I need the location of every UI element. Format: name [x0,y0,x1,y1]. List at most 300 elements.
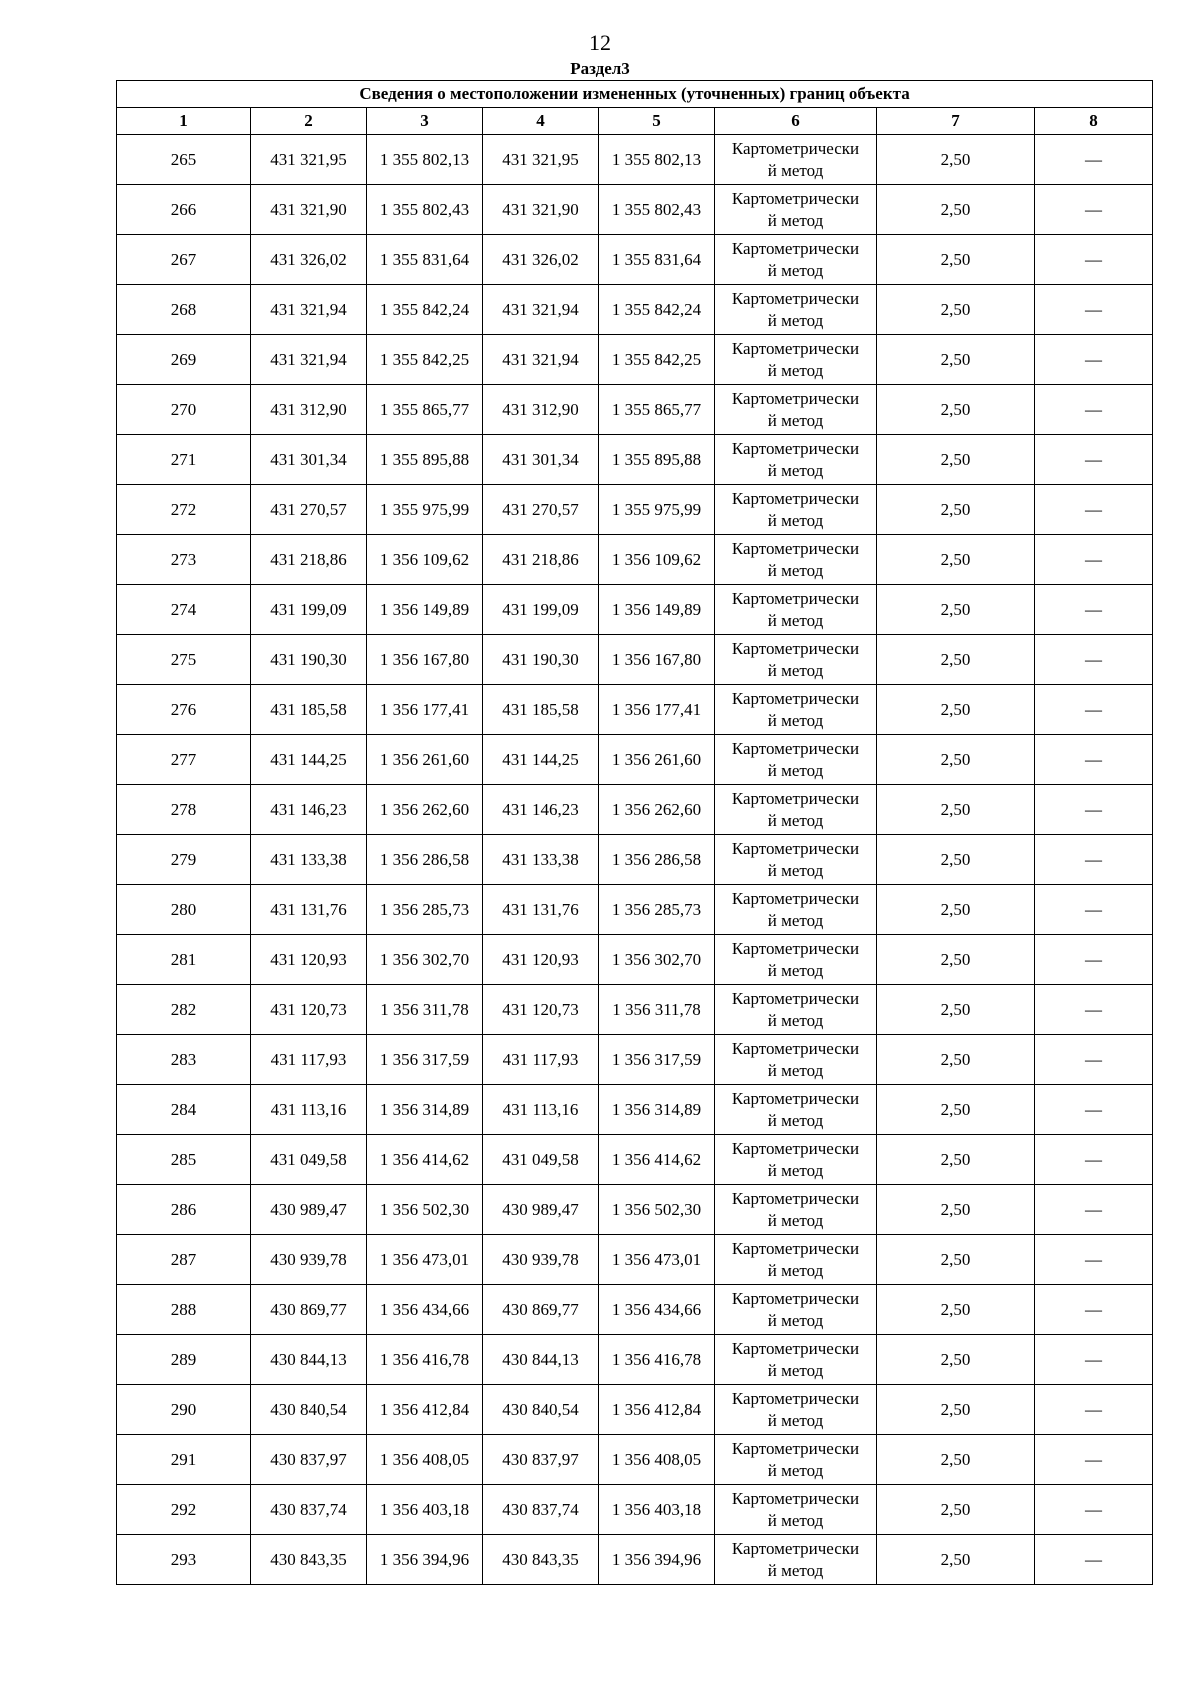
y-new-cell: 1 355 802,13 [599,135,715,185]
table-row [117,385,1153,435]
method-line-1: Картометрически [731,1088,860,1108]
x-existing-cell: 431 218,86 [251,535,367,585]
x-existing-cell: 431 301,34 [251,435,367,485]
method-line-2: й метод [767,810,824,830]
y-new-cell: 1 356 314,89 [599,1085,715,1135]
method-line-2: й метод [767,710,824,730]
table-header-row [117,108,1153,135]
table-row [117,685,1153,735]
table-row [117,435,1153,485]
method-cell [715,435,877,485]
table-row [117,1185,1153,1235]
point-number-cell: 271 [117,435,251,485]
method-cell [715,635,877,685]
x-new-cell: 430 844,13 [483,1335,599,1385]
accuracy-cell: 2,50 [877,385,1035,435]
y-new-cell: 1 355 975,99 [599,485,715,535]
x-new-cell: 431 190,30 [483,635,599,685]
x-new-cell: 431 120,73 [483,985,599,1035]
point-number-cell: 267 [117,235,251,285]
method-cell [715,585,877,635]
method-cell [715,1085,877,1135]
description-cell: — [1035,835,1153,885]
method-line-2: й метод [767,760,824,780]
table-row [117,735,1153,785]
point-number-cell: 273 [117,535,251,585]
description-cell: — [1035,1385,1153,1435]
point-number-cell: 274 [117,585,251,635]
y-new-cell: 1 355 895,88 [599,435,715,485]
x-new-cell: 430 837,97 [483,1435,599,1485]
point-number-cell: 279 [117,835,251,885]
method-cell [715,1335,877,1385]
method-line-2: й метод [767,1510,824,1530]
method-cell [715,1035,877,1085]
table-row [117,835,1153,885]
method-line-1: Картометрически [731,1538,860,1558]
column-header-7: 7 [877,108,1035,135]
point-number-cell: 270 [117,385,251,435]
y-new-cell: 1 356 412,84 [599,1385,715,1435]
description-cell: — [1035,935,1153,985]
accuracy-cell: 2,50 [877,835,1035,885]
method-line-1: Картометрически [731,1138,860,1158]
description-cell: — [1035,1335,1153,1385]
accuracy-cell: 2,50 [877,1035,1035,1085]
point-number-cell: 268 [117,285,251,335]
y-existing-cell: 1 356 311,78 [367,985,483,1035]
y-new-cell: 1 356 414,62 [599,1135,715,1185]
method-line-1: Картометрически [731,388,860,408]
y-new-cell: 1 356 167,80 [599,635,715,685]
method-line-1: Картометрически [731,688,860,708]
y-existing-cell: 1 355 802,13 [367,135,483,185]
table-row [117,1335,1153,1385]
table-row [117,1085,1153,1135]
description-cell: — [1035,985,1153,1035]
table-row [117,135,1153,185]
table-row [117,1135,1153,1185]
column-header-8: 8 [1035,108,1153,135]
y-existing-cell: 1 356 403,18 [367,1485,483,1535]
accuracy-cell: 2,50 [877,1535,1035,1585]
accuracy-cell: 2,50 [877,535,1035,585]
method-line-2: й метод [767,460,824,480]
method-line-1: Картометрически [731,288,860,308]
point-number-cell: 283 [117,1035,251,1085]
accuracy-cell: 2,50 [877,685,1035,735]
method-line-1: Картометрически [731,1338,860,1358]
y-existing-cell: 1 356 314,89 [367,1085,483,1135]
point-number-cell: 265 [117,135,251,185]
x-new-cell: 431 120,93 [483,935,599,985]
x-new-cell: 431 117,93 [483,1035,599,1085]
method-line-2: й метод [767,1560,824,1580]
accuracy-cell: 2,50 [877,985,1035,1035]
y-existing-cell: 1 356 149,89 [367,585,483,635]
x-existing-cell: 431 270,57 [251,485,367,535]
method-line-2: й метод [767,1360,824,1380]
table-row [117,885,1153,935]
x-existing-cell: 431 321,94 [251,335,367,385]
point-number-cell: 269 [117,335,251,385]
description-cell: — [1035,885,1153,935]
accuracy-cell: 2,50 [877,1285,1035,1335]
method-line-2: й метод [767,960,824,980]
method-line-2: й метод [767,1460,824,1480]
method-line-1: Картометрически [731,1388,860,1408]
x-existing-cell: 431 049,58 [251,1135,367,1185]
column-header-2: 2 [251,108,367,135]
x-existing-cell: 431 133,38 [251,835,367,885]
x-new-cell: 431 312,90 [483,385,599,435]
method-cell [715,685,877,735]
y-existing-cell: 1 356 416,78 [367,1335,483,1385]
point-number-cell: 280 [117,885,251,935]
description-cell: — [1035,485,1153,535]
y-existing-cell: 1 356 167,80 [367,635,483,685]
method-line-2: й метод [767,510,824,530]
y-new-cell: 1 356 109,62 [599,535,715,585]
y-existing-cell: 1 356 473,01 [367,1235,483,1285]
accuracy-cell: 2,50 [877,935,1035,985]
table-body [117,135,1153,1585]
method-cell [715,985,877,1035]
accuracy-cell: 2,50 [877,1135,1035,1185]
table-row [117,785,1153,835]
description-cell: — [1035,1085,1153,1135]
method-line-2: й метод [767,1010,824,1030]
y-new-cell: 1 356 408,05 [599,1435,715,1485]
x-existing-cell: 431 117,93 [251,1035,367,1085]
method-line-2: й метод [767,360,824,380]
y-new-cell: 1 356 502,30 [599,1185,715,1235]
method-cell [715,735,877,785]
method-cell [715,285,877,335]
column-header-4: 4 [483,108,599,135]
x-new-cell: 431 321,95 [483,135,599,185]
accuracy-cell: 2,50 [877,635,1035,685]
page-number: 12 [589,30,611,55]
point-number-cell: 286 [117,1185,251,1235]
x-existing-cell: 430 843,35 [251,1535,367,1585]
method-line-2: й метод [767,310,824,330]
x-new-cell: 431 321,90 [483,185,599,235]
description-cell: — [1035,1285,1153,1335]
method-cell [715,1385,877,1435]
method-line-2: й метод [767,610,824,630]
y-new-cell: 1 356 285,73 [599,885,715,935]
method-line-1: Картометрически [731,988,860,1008]
point-number-cell: 266 [117,185,251,235]
accuracy-cell: 2,50 [877,185,1035,235]
table-row [117,1435,1153,1485]
method-cell [715,835,877,885]
table-row [117,1235,1153,1285]
x-existing-cell: 431 131,76 [251,885,367,935]
y-existing-cell: 1 355 865,77 [367,385,483,435]
x-new-cell: 431 133,38 [483,835,599,885]
column-header-3: 3 [367,108,483,135]
table-row [117,1285,1153,1335]
method-line-2: й метод [767,210,824,230]
method-line-1: Картометрически [731,588,860,608]
description-cell: — [1035,385,1153,435]
y-new-cell: 1 356 434,66 [599,1285,715,1335]
point-number-cell: 281 [117,935,251,985]
method-cell [715,235,877,285]
point-number-cell: 278 [117,785,251,835]
column-header-6: 6 [715,108,877,135]
table-row [117,935,1153,985]
table-row [117,1385,1153,1435]
method-cell [715,785,877,835]
point-number-cell: 275 [117,635,251,685]
description-cell: — [1035,335,1153,385]
y-existing-cell: 1 355 802,43 [367,185,483,235]
table-row [117,985,1153,1035]
method-line-2: й метод [767,1210,824,1230]
column-header-1: 1 [117,108,251,135]
x-new-cell: 430 843,35 [483,1535,599,1585]
x-new-cell: 431 321,94 [483,285,599,335]
y-existing-cell: 1 355 975,99 [367,485,483,535]
y-new-cell: 1 356 473,01 [599,1235,715,1285]
method-line-1: Картометрически [731,188,860,208]
method-line-1: Картометрически [731,788,860,808]
method-cell [715,1235,877,1285]
y-existing-cell: 1 355 831,64 [367,235,483,285]
accuracy-cell: 2,50 [877,285,1035,335]
method-cell [715,1435,877,1485]
x-new-cell: 431 131,76 [483,885,599,935]
table-row [117,1535,1153,1585]
x-existing-cell: 430 844,13 [251,1335,367,1385]
table-caption: Сведения о местоположении измененных (уточненных) границ объекта [117,81,1153,108]
y-existing-cell: 1 356 262,60 [367,785,483,835]
y-existing-cell: 1 356 261,60 [367,735,483,785]
x-existing-cell: 431 321,95 [251,135,367,185]
x-existing-cell: 431 321,94 [251,285,367,335]
y-existing-cell: 1 356 434,66 [367,1285,483,1335]
table-row [117,1035,1153,1085]
x-new-cell: 430 989,47 [483,1185,599,1235]
description-cell: — [1035,1485,1153,1535]
y-new-cell: 1 356 302,70 [599,935,715,985]
description-cell: — [1035,1135,1153,1185]
method-cell [715,185,877,235]
y-existing-cell: 1 356 109,62 [367,535,483,585]
x-new-cell: 431 146,23 [483,785,599,835]
table-row [117,235,1153,285]
y-existing-cell: 1 356 317,59 [367,1035,483,1085]
x-existing-cell: 430 837,97 [251,1435,367,1485]
table-row [117,535,1153,585]
x-existing-cell: 431 199,09 [251,585,367,635]
method-line-1: Картометрически [731,1188,860,1208]
method-cell [715,1285,877,1335]
point-number-cell: 291 [117,1435,251,1485]
x-existing-cell: 431 190,30 [251,635,367,685]
y-new-cell: 1 356 261,60 [599,735,715,785]
method-line-1: Картометрически [731,538,860,558]
x-existing-cell: 431 185,58 [251,685,367,735]
accuracy-cell: 2,50 [877,135,1035,185]
table-row [117,285,1153,335]
method-line-1: Картометрически [731,1488,860,1508]
description-cell: — [1035,285,1153,335]
table-row [117,1485,1153,1535]
y-new-cell: 1 355 831,64 [599,235,715,285]
y-new-cell: 1 355 865,77 [599,385,715,435]
x-existing-cell: 431 312,90 [251,385,367,435]
method-line-2: й метод [767,1160,824,1180]
description-cell: — [1035,435,1153,485]
method-line-2: й метод [767,1410,824,1430]
y-new-cell: 1 355 842,24 [599,285,715,335]
method-cell [715,1535,877,1585]
method-line-1: Картометрически [731,1238,860,1258]
accuracy-cell: 2,50 [877,235,1035,285]
method-cell [715,135,877,185]
x-existing-cell: 430 837,74 [251,1485,367,1535]
x-existing-cell: 430 869,77 [251,1285,367,1335]
method-cell [715,1485,877,1535]
point-number-cell: 293 [117,1535,251,1585]
method-line-1: Картометрически [731,888,860,908]
point-number-cell: 284 [117,1085,251,1135]
x-existing-cell: 431 146,23 [251,785,367,835]
x-new-cell: 431 326,02 [483,235,599,285]
x-new-cell: 430 939,78 [483,1235,599,1285]
method-line-2: й метод [767,1110,824,1130]
method-line-1: Картометрически [731,238,860,258]
x-new-cell: 431 270,57 [483,485,599,535]
section-title: Раздел3 [570,59,630,78]
x-new-cell: 431 218,86 [483,535,599,585]
y-existing-cell: 1 355 895,88 [367,435,483,485]
method-line-2: й метод [767,1060,824,1080]
x-existing-cell: 431 113,16 [251,1085,367,1135]
description-cell: — [1035,135,1153,185]
y-existing-cell: 1 356 302,70 [367,935,483,985]
method-line-1: Картометрически [731,638,860,658]
accuracy-cell: 2,50 [877,585,1035,635]
description-cell: — [1035,785,1153,835]
x-new-cell: 431 049,58 [483,1135,599,1185]
description-cell: — [1035,685,1153,735]
y-existing-cell: 1 356 414,62 [367,1135,483,1185]
method-line-2: й метод [767,560,824,580]
method-cell [715,1185,877,1235]
x-new-cell: 430 840,54 [483,1385,599,1435]
x-new-cell: 431 321,94 [483,335,599,385]
point-number-cell: 285 [117,1135,251,1185]
accuracy-cell: 2,50 [877,335,1035,385]
accuracy-cell: 2,50 [877,1185,1035,1235]
method-line-2: й метод [767,260,824,280]
y-existing-cell: 1 356 408,05 [367,1435,483,1485]
accuracy-cell: 2,50 [877,785,1035,835]
y-new-cell: 1 355 802,43 [599,185,715,235]
description-cell: — [1035,1185,1153,1235]
accuracy-cell: 2,50 [877,1385,1035,1435]
accuracy-cell: 2,50 [877,735,1035,785]
table-row [117,635,1153,685]
description-cell: — [1035,635,1153,685]
method-line-2: й метод [767,660,824,680]
x-new-cell: 430 869,77 [483,1285,599,1335]
description-cell: — [1035,1235,1153,1285]
method-line-1: Картометрически [731,438,860,458]
table-row [117,485,1153,535]
y-existing-cell: 1 356 286,58 [367,835,483,885]
y-new-cell: 1 356 149,89 [599,585,715,635]
column-header-5: 5 [599,108,715,135]
method-cell [715,885,877,935]
method-line-2: й метод [767,160,824,180]
method-line-1: Картометрически [731,938,860,958]
method-line-1: Картометрически [731,338,860,358]
x-existing-cell: 430 989,47 [251,1185,367,1235]
method-line-2: й метод [767,860,824,880]
point-number-cell: 276 [117,685,251,735]
description-cell: — [1035,735,1153,785]
x-new-cell: 430 837,74 [483,1485,599,1535]
accuracy-cell: 2,50 [877,1435,1035,1485]
accuracy-cell: 2,50 [877,485,1035,535]
method-cell [715,385,877,435]
x-new-cell: 431 113,16 [483,1085,599,1135]
point-number-cell: 282 [117,985,251,1035]
x-existing-cell: 430 939,78 [251,1235,367,1285]
y-existing-cell: 1 356 394,96 [367,1535,483,1585]
y-existing-cell: 1 356 412,84 [367,1385,483,1435]
y-existing-cell: 1 356 177,41 [367,685,483,735]
point-number-cell: 287 [117,1235,251,1285]
description-cell: — [1035,1535,1153,1585]
y-new-cell: 1 356 416,78 [599,1335,715,1385]
accuracy-cell: 2,50 [877,1485,1035,1535]
y-existing-cell: 1 356 285,73 [367,885,483,935]
method-line-2: й метод [767,1260,824,1280]
method-cell [715,535,877,585]
y-existing-cell: 1 356 502,30 [367,1185,483,1235]
method-cell [715,935,877,985]
x-existing-cell: 431 120,73 [251,985,367,1035]
x-new-cell: 431 144,25 [483,735,599,785]
point-number-cell: 288 [117,1285,251,1335]
point-number-cell: 289 [117,1335,251,1385]
y-existing-cell: 1 355 842,24 [367,285,483,335]
x-existing-cell: 431 144,25 [251,735,367,785]
y-new-cell: 1 355 842,25 [599,335,715,385]
description-cell: — [1035,585,1153,635]
y-new-cell: 1 356 403,18 [599,1485,715,1535]
x-new-cell: 431 199,09 [483,585,599,635]
y-new-cell: 1 356 286,58 [599,835,715,885]
method-line-2: й метод [767,910,824,930]
description-cell: — [1035,235,1153,285]
x-new-cell: 431 185,58 [483,685,599,735]
y-new-cell: 1 356 394,96 [599,1535,715,1585]
coordinates-table [116,80,1153,1585]
table-row [117,335,1153,385]
method-line-1: Картометрически [731,1438,860,1458]
accuracy-cell: 2,50 [877,435,1035,485]
method-cell [715,485,877,535]
y-new-cell: 1 356 317,59 [599,1035,715,1085]
